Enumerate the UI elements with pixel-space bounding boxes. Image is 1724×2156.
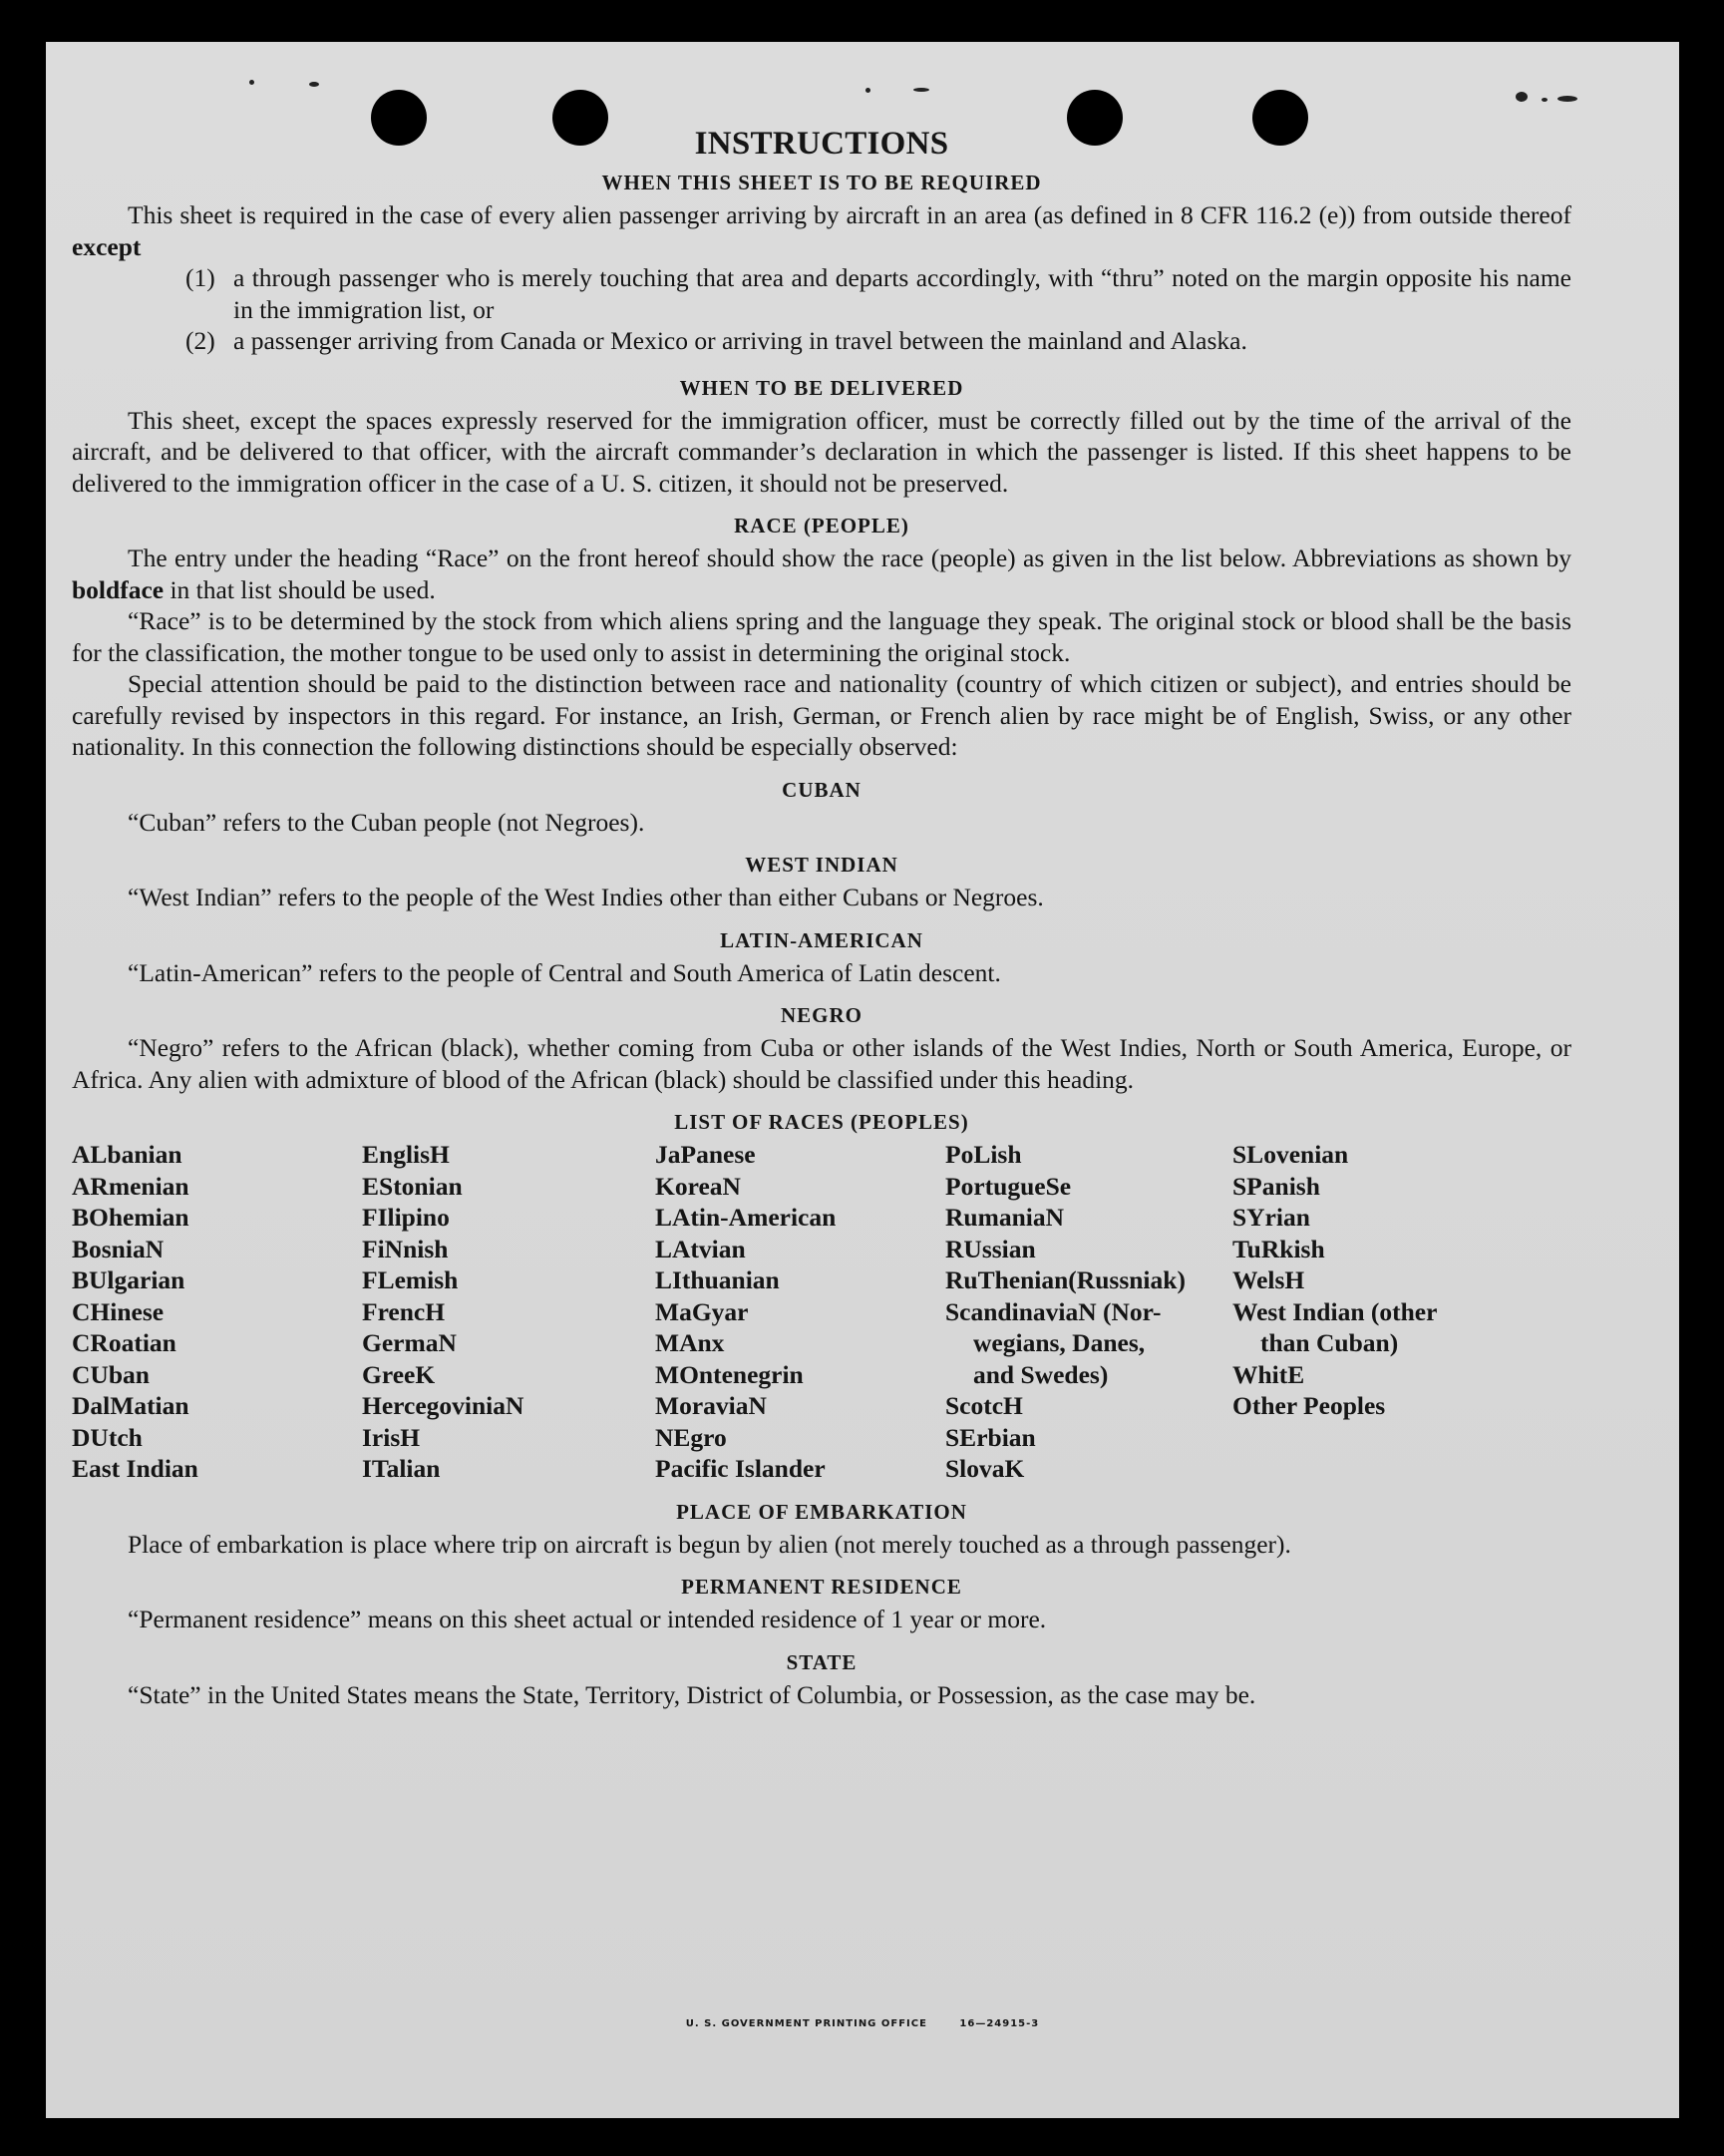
race-entry: East Indian: [72, 1454, 198, 1483]
race-entry: Other Peoples: [1232, 1391, 1386, 1420]
latin-american-text: “Latin-American” refers to the people of Central and South America of Latin descent.: [128, 957, 1001, 987]
west-indian-text: “West Indian” refers to the people of the West Indies other than either Cubans or Negroes.: [128, 883, 1044, 911]
race-entry: SYrian: [1232, 1203, 1310, 1232]
race-entry: NEgro: [655, 1422, 727, 1452]
scan-speck: [1557, 96, 1577, 102]
race-entry: MoraviaN: [655, 1391, 767, 1420]
heading-race: RACE (PEOPLE): [734, 514, 909, 538]
race-p1-end: in that list should be used.: [170, 574, 436, 604]
race-entry: FLemish: [362, 1265, 459, 1294]
heading-when-required: WHEN THIS SHEET IS TO BE REQUIRED: [601, 171, 1042, 194]
race-entry: BosniaN: [72, 1234, 165, 1263]
race-entry: GreeK: [362, 1359, 436, 1389]
page-title: INSTRUCTIONS: [694, 126, 949, 162]
item-text: a through passenger who is merely touching that area and departs accordingly, with “thru” noted on the margin opposite his name in the immigration list, or: [233, 263, 1571, 324]
embarkation-text: Place of embarkation is place where trip on aircraft is begun by alien (not merely touched as a through passenger).: [128, 1529, 1291, 1559]
race-entry: ScandinaviaN (Nor-: [945, 1296, 1162, 1326]
heading-negro: NEGRO: [780, 1003, 862, 1027]
heading-place-of-embarkation: PLACE OF EMBARKATION: [676, 1499, 967, 1524]
race-entry: PoLish: [945, 1140, 1022, 1169]
list-item: [72, 325, 1571, 357]
race-p1-start: The entry under the heading “Race” on the front hereof should show the race (people) as given in the list below. Abbreviations as shown by: [128, 543, 1571, 572]
race-entry: ScotcH: [945, 1391, 1023, 1420]
race-entry-continuation: than Cuban): [1260, 1328, 1399, 1357]
race-entry: SLovenian: [1232, 1140, 1349, 1169]
delivered-text: This sheet, except the spaces expressly reserved for the immigration officer, must be correctly filled out by the time of the arrival of the aircraft, and be delivered to that officer, with the aircraft commander’s declaration in which the passenger is listed. If this sheet happens to be delivered to the immigration officer in the case of a U. S. citizen, it should not be preserved.: [72, 405, 1571, 498]
race-entry: WelsH: [1232, 1265, 1305, 1294]
race-entry: ITalian: [362, 1454, 441, 1483]
race-entry: ARmenian: [72, 1171, 189, 1201]
race-entry: TuRkish: [1232, 1234, 1325, 1263]
race-entry: HercegoviniaN: [362, 1391, 524, 1420]
list-item: [72, 262, 1571, 325]
races-column-3: [655, 1139, 945, 1485]
races-list: [72, 1139, 1571, 1485]
scan-speck: [309, 82, 319, 87]
races-column-4: [945, 1139, 1232, 1485]
printer-footer: [46, 2018, 1679, 2029]
document-page: [46, 42, 1679, 2118]
race-entry: RumaniaN: [945, 1203, 1065, 1232]
race-entry: GermaN: [362, 1328, 457, 1357]
race-entry: LIthuanian: [655, 1265, 780, 1294]
heading-west-indian: WEST INDIAN: [745, 853, 898, 877]
state-text: “State” in the United States means the State, Territory, District of Columbia, or Possession, as the case may be.: [128, 1679, 1256, 1709]
race-entry: LAtvian: [655, 1234, 746, 1263]
race-entry: DUtch: [72, 1422, 143, 1452]
scan-speck: [913, 88, 929, 92]
race-entry: Pacific Islander: [655, 1454, 826, 1483]
race-entry: JaPanese: [655, 1140, 756, 1169]
race-entry: IrisH: [362, 1422, 421, 1452]
cuban-text: “Cuban” refers to the Cuban people (not Negroes).: [128, 807, 645, 837]
race-entry: RUssian: [945, 1234, 1036, 1263]
heading-permanent-residence: PERMANENT RESIDENCE: [681, 1575, 962, 1599]
races-column-2: [362, 1139, 655, 1485]
scan-speck: [249, 80, 254, 85]
race-entry: LAtin-American: [655, 1203, 837, 1232]
race-entry: SlovaK: [945, 1454, 1025, 1483]
race-entry: WhitE: [1232, 1359, 1305, 1389]
race-entry: CHinese: [72, 1296, 165, 1326]
residence-text: “Permanent residence” means on this sheet actual or intended residence of 1 year or more.: [128, 1605, 1047, 1633]
race-entry-continuation: and Swedes): [973, 1359, 1109, 1389]
race-entry: EStonian: [362, 1171, 463, 1201]
race-entry: MaGyar: [655, 1296, 749, 1326]
race-entry: FIlipino: [362, 1203, 450, 1232]
negro-text: “Negro” refers to the African (black), whether coming from Cuba or other islands of the West Indies, North or South America, Europe, or Africa. Any alien with admixture of blood of the African (black) should be classified under this heading.: [72, 1033, 1571, 1094]
race-entry: MAnx: [655, 1328, 725, 1357]
heading-latin-american: LATIN-AMERICAN: [720, 927, 923, 952]
race-entry: FiNnish: [362, 1234, 449, 1263]
race-entry: MOntenegrin: [655, 1359, 804, 1389]
item-text: a passenger arriving from Canada or Mexico or arriving in travel between the mainland and Alaska.: [233, 326, 1247, 355]
race-entry: BUlgarian: [72, 1265, 185, 1294]
race-paragraph-1: [72, 542, 1571, 605]
heading-state: STATE: [786, 1649, 858, 1674]
item-number: (1): [185, 263, 215, 292]
race-entry: EnglisH: [362, 1140, 450, 1169]
heading-list-of-races: LIST OF RACES (PEOPLES): [674, 1110, 969, 1134]
instructions-content: [72, 124, 1571, 1710]
race-entry: SErbian: [945, 1422, 1036, 1452]
race-entry: FrencH: [362, 1296, 446, 1326]
required-intro-text: This sheet is required in the case of every alien passenger arriving by aircraft in an area (as defined in 8 CFR 116.2 (e)) from outside thereof: [128, 200, 1571, 229]
heading-cuban: CUBAN: [782, 777, 862, 802]
scan-speck: [1516, 92, 1528, 102]
races-column-1: [72, 1139, 362, 1485]
race-paragraph-3: Special attention should be paid to the distinction between race and nationality (country of which citizen or subject), and entries should be carefully revised by inspectors in this regard. For instance, an Irish, German, or French alien by race might be of English, Swiss, or any other nationality. In this connection the following distinctions should be especially observed:: [72, 669, 1571, 761]
boldface-word: boldface: [72, 574, 165, 604]
race-entry: PortugueSe: [945, 1171, 1072, 1201]
race-entry: RuThenian(Russniak): [945, 1265, 1186, 1294]
required-intro: [72, 199, 1571, 262]
scan-speck: [865, 88, 870, 93]
races-column-5: [1232, 1139, 1522, 1485]
race-entry: KoreaN: [655, 1171, 741, 1201]
scan-speck: [1542, 98, 1548, 102]
race-entry: BOhemian: [72, 1203, 189, 1232]
race-paragraph-2: “Race” is to be determined by the stock from which aliens spring and the language they speak. The original stock or blood shall be the basis for the classification, the mother tongue to be used only to assist in determining the original stock.: [72, 606, 1571, 667]
heading-when-delivered: WHEN TO BE DELIVERED: [679, 375, 964, 400]
except-word: except: [72, 231, 142, 261]
race-entry: CRoatian: [72, 1328, 176, 1357]
race-entry-continuation: wegians, Danes,: [973, 1328, 1146, 1357]
race-entry: ALbanian: [72, 1140, 182, 1169]
race-entry: CUban: [72, 1359, 150, 1389]
race-entry: DalMatian: [72, 1391, 189, 1420]
form-code: 16—24915-3: [959, 2018, 1040, 2029]
item-number: (2): [185, 326, 215, 355]
printer-name: U. S. GOVERNMENT PRINTING OFFICE: [685, 2018, 927, 2029]
race-entry: SPanish: [1232, 1171, 1320, 1201]
race-entry: West Indian (other: [1232, 1296, 1438, 1326]
